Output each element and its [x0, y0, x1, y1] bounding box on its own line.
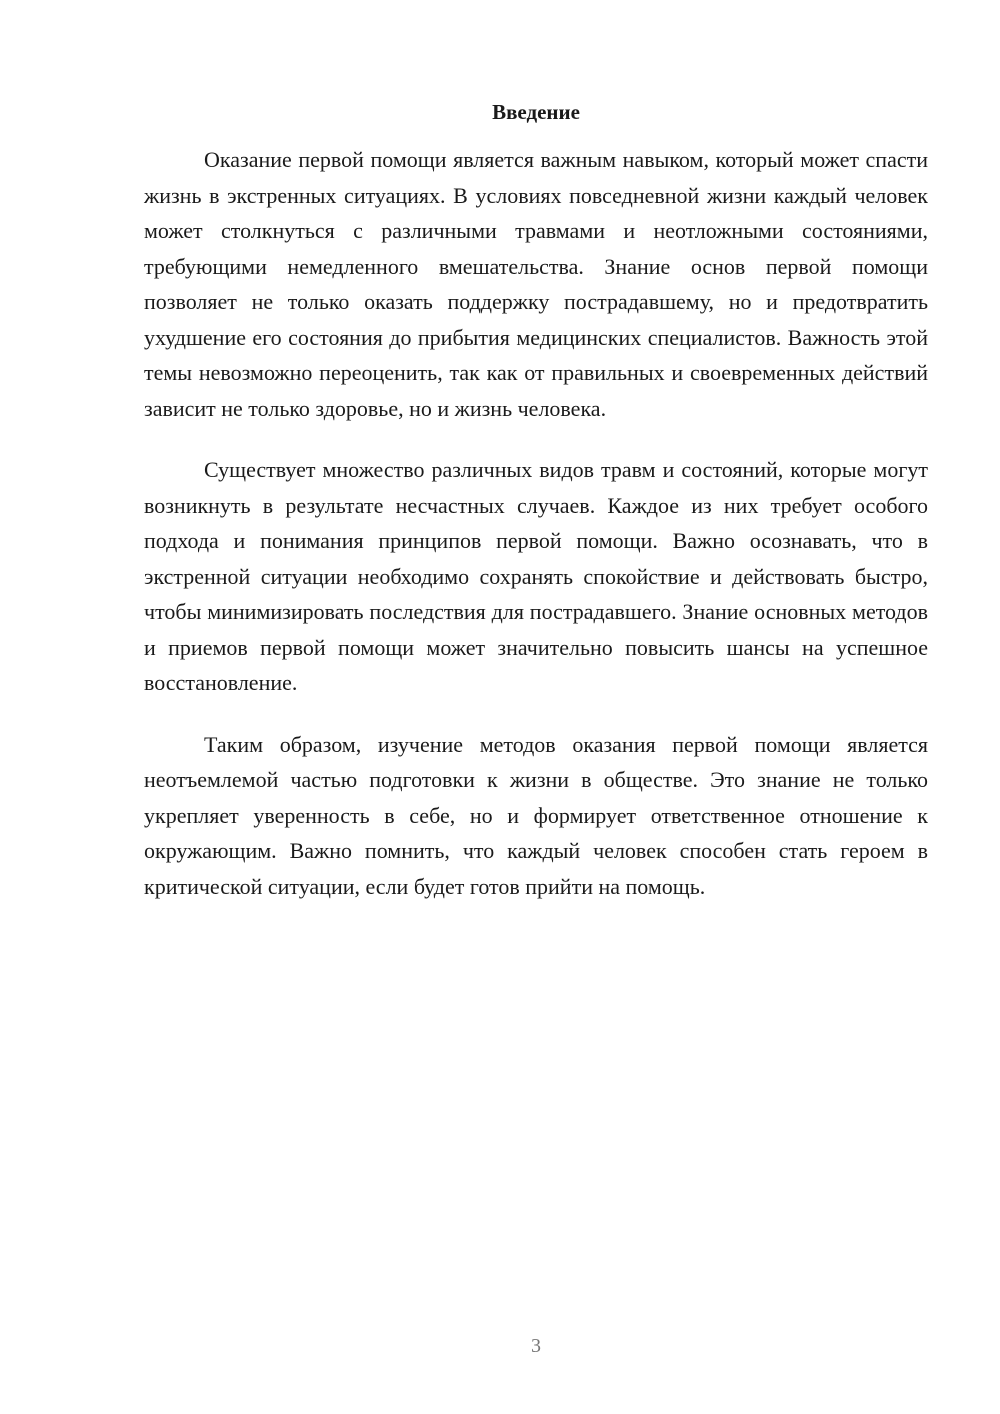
body-text [144, 142, 928, 930]
paragraph-3: Таким образом, изучение методов оказания первой помощи является неотъемлемой частью подготовки к жизни в обществе. Это знание не только укрепляет уверенность в себе, но и формирует ответственное отношение к окружающим. Важно помнить, что каждый человек способен стать героем в критической ситуации, если будет готов прийти на помощь. [144, 731, 928, 899]
page-number: 3 [531, 1335, 541, 1357]
paragraph-2: Существует множество различных видов травм и состояний, которые могут возникнуть в результате несчастных случаев. Каждое из них требует особого подхода и понимания принципов первой помощи. Важно осознавать, что в экстренной ситуации необходимо сохранять спокойствие и действовать быстро, чтобы минимизировать последствия для пострадавшего. Знание основных методов и приемов первой помощи может значительно повысить шансы на успешное восстановление. [144, 457, 928, 695]
section-heading: Введение [492, 100, 580, 124]
paragraph-1: Оказание первой помощи является важным навыком, который может спасти жизнь в экстренных ситуациях. В условиях повседневной жизни каждый человек может столкнуться с различными травмами и неотложными состояниями, требующими немедленного вмешательства. Знание основ первой помощи позволяет не только оказать поддержку пострадавшему, но и предотвратить ухудшение его состояния до прибытия медицинских специалистов. Важность этой темы невозможно переоценить, так как от правильных и своевременных действий зависит не только здоровье, но и жизнь человека. [144, 147, 928, 421]
